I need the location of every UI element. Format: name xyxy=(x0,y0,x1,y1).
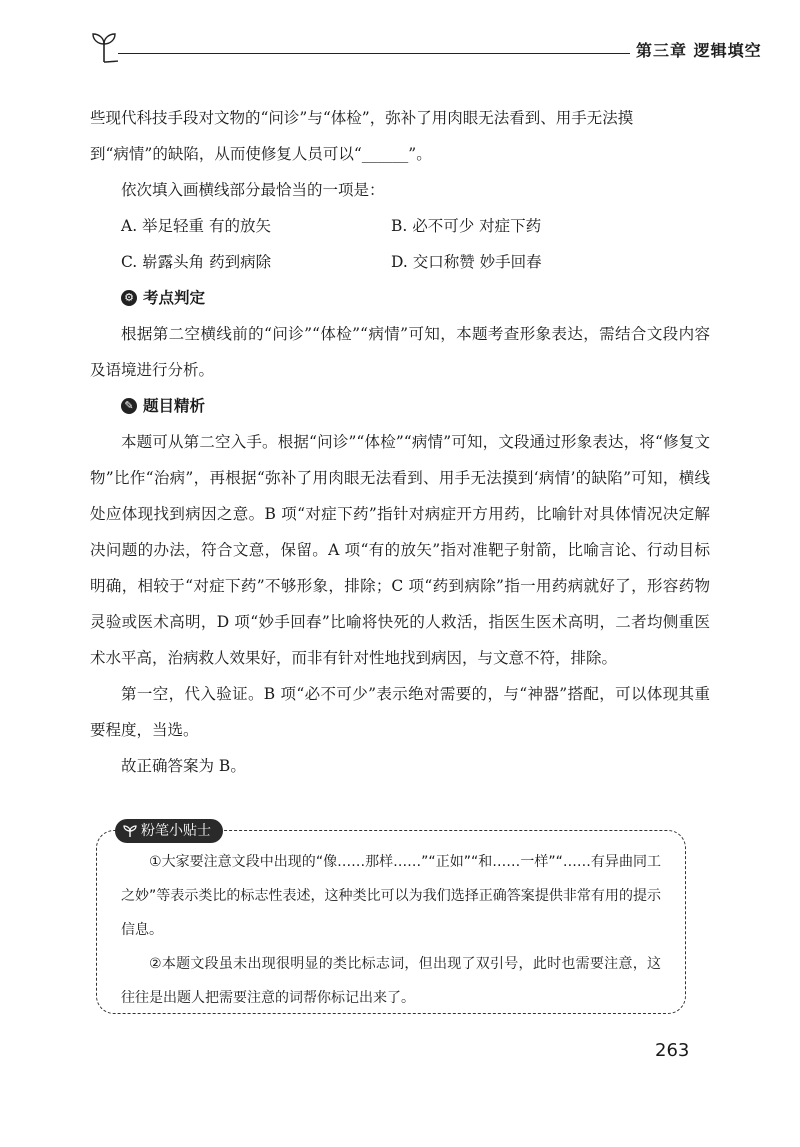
tip-box xyxy=(96,823,686,1014)
jingxi-heading xyxy=(121,388,710,424)
kaodian-title: 考点判定 xyxy=(143,289,206,307)
tip-item-2: ②本题文段虽未出现很明显的类比标志词，但出现了双引号，此时也需要注意，这往往是出题人把需要注意的词帮你标记出来了。 xyxy=(121,956,661,1006)
sprout-icon xyxy=(90,30,118,64)
main-content xyxy=(90,100,710,784)
option-b: B. 必不可少 对症下药 xyxy=(391,217,542,235)
tip-item-1: ①大家要注意文段中出现的“像……那样……”“正如”“和……一样”“……有异曲同工之妙”等表示类比的标志性表述，这种类比可以为我们选择正确答案提供非常有用的提示信息。 xyxy=(121,854,661,938)
tip-label-text: 粉笔小贴士 xyxy=(141,823,211,839)
kaodian-heading xyxy=(121,280,710,316)
tip-body xyxy=(121,845,661,1015)
jingxi-paragraph-2: 第一空，代入验证。B 项“必不可少”表示绝对需要的，与“神器”搭配，可以体现其重要程度，当选。 xyxy=(90,685,710,739)
option-d: D. 交口称赞 妙手回春 xyxy=(391,253,542,271)
answer-statement: 故正确答案为 B。 xyxy=(121,757,246,775)
header-rule xyxy=(118,53,630,54)
passage-line-2: 到“病情”的缺陷，从而使修复人员可以“______”。 xyxy=(90,145,432,163)
page-number: 263 xyxy=(655,1040,690,1061)
sprout-icon xyxy=(123,824,137,838)
answer-options xyxy=(121,208,710,280)
passage-line-1: 些现代科技手段对文物的“问诊”与“体检”，弥补了用肉眼无法看到、用手无法摸 xyxy=(90,109,634,127)
option-c: C. 崭露头角 药到病除 xyxy=(121,253,272,271)
chapter-title: 第三章 逻辑填空 xyxy=(636,41,762,60)
option-a: A. 举足轻重 有的放矢 xyxy=(121,217,271,235)
tip-label xyxy=(115,819,223,843)
jingxi-title: 题目精析 xyxy=(143,397,206,415)
jingxi-paragraph-1: 本题可从第二空入手。根据“问诊”“体检”“病情”可知，文段通过形象表达，将“修复文物”比作“治病”，再根据“弥补了用肉眼无法看到、用手无法摸到‘病情’的缺陷”可知，横线处应体现找到病因之意。B 项“对症下药”指针对病症开方用药，比喻针对具体情况决定解决问题的办法，符合文意，保留。A 项“有的放矢”指对准靶子射箭，比喻言论、行动目标明确，相较于“对症下药”不够形象，排除；C 项“药到病除”指一用药病就好了，形容药物灵验或医术高明，D 项“妙手回春”比喻将快死的人救活，指医生医术高明，二者均侧重医术水平高，治病救人效果好，而非有针对性地找到病因，与文意不符，排除。 xyxy=(90,433,710,667)
kaodian-text: 根据第二空横线前的“问诊”“体检”“病情”可知，本题考查形象表达，需结合文段内容及语境进行分析。 xyxy=(90,325,710,379)
page-header xyxy=(88,28,762,68)
question-prompt: 依次填入画横线部分最恰当的一项是： xyxy=(121,181,385,199)
gear-icon: ⚙ xyxy=(121,290,137,306)
analysis-icon: ✎ xyxy=(121,398,137,414)
